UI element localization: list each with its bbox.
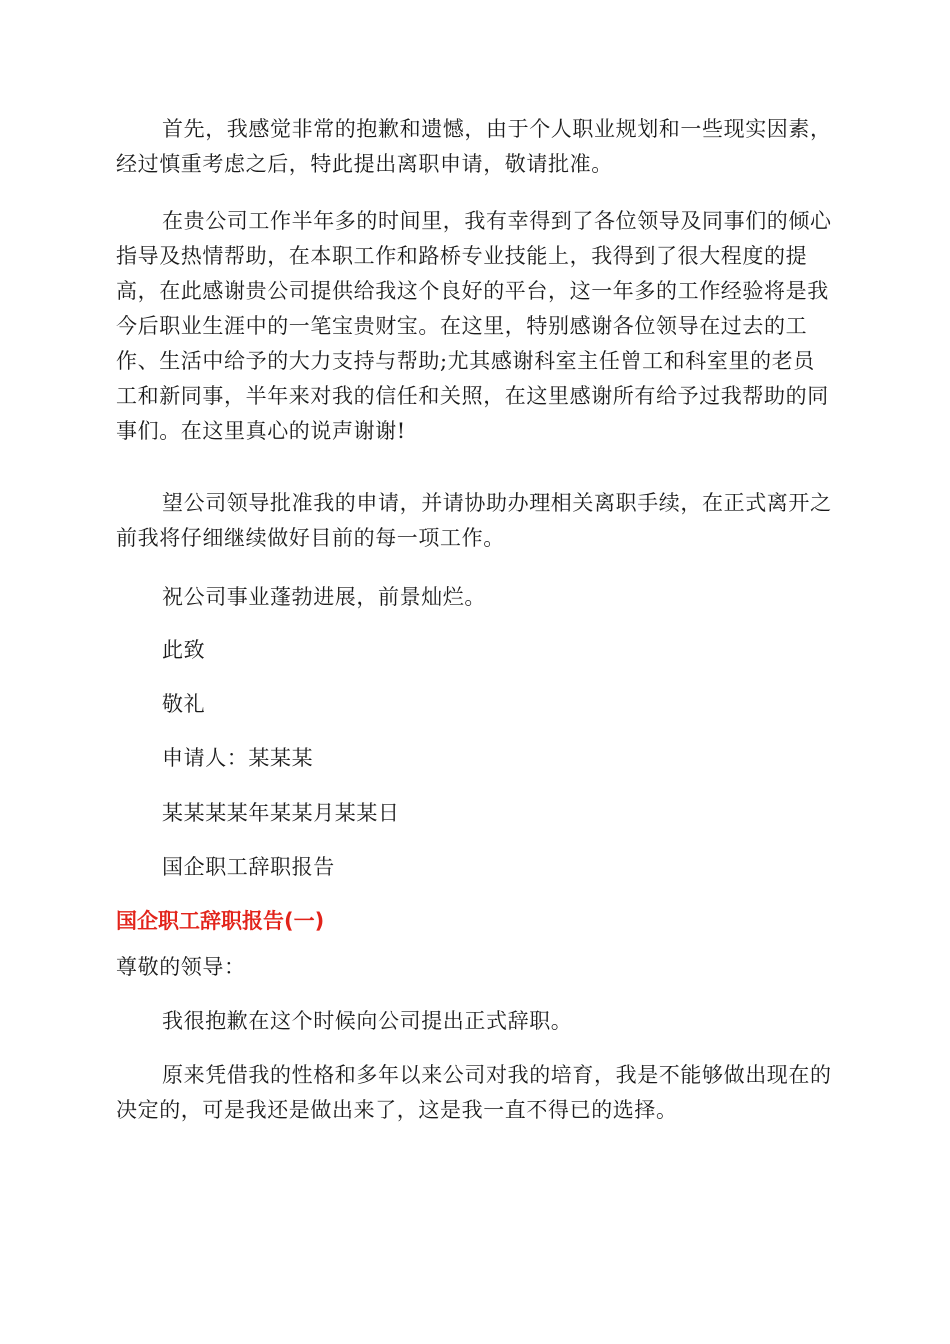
section-heading: 国企职工辞职报告(一) [116,909,325,933]
closing-line-2: 敬礼 [162,692,206,716]
paragraph-request: 望公司领导批准我的申请，并请协助办理相关离职手续，在正式离开之前我将仔细继续做好目前的每一项工作。 [116,491,832,550]
section-paragraph-resignation: 我很抱歉在这个时候向公司提出正式辞职。 [162,1009,573,1033]
paragraph-apology: 首先，我感觉非常的抱歉和遗憾，由于个人职业规划和一些现实因素，经过慎重考虑之后，特此提出离职申请，敬请批准。 [116,117,832,176]
salutation: 尊敬的领导： [116,955,246,979]
paragraph-gratitude: 在贵公司工作半年多的时间里，我有幸得到了各位领导及同事们的倾心指导及热情帮助，在本职工作和路桥专业技能上，我得到了很大程度的提高，在此感谢贵公司提供给我这个良好的平台，这一年多的工作经验将是我今后职业生涯中的一笔宝贵财宝。在这里，特别感谢各位领导在过去的工作、生活中给予的大力支持与帮助;尤其感谢科室主任曾工和科室里的老员工和新同事，半年来对我的信任和关照，在这里感谢所有给予过我帮助的同事们。在这里真心的说声谢谢! [116,209,832,443]
date-line: 某某某某年某某月某某日 [162,801,400,825]
closing-line-1: 此致 [162,638,206,662]
applicant-line: 申请人：某某某 [162,746,314,770]
wish-line: 祝公司事业蓬勃进展，前景灿烂。 [162,585,486,609]
section-paragraph-decision: 原来凭借我的性格和多年以来公司对我的培育，我是不能够做出现在的决定的，可是我还是做出来了，这是我一直不得已的选择。 [116,1063,832,1122]
document-title-line: 国企职工辞职报告 [162,855,335,879]
